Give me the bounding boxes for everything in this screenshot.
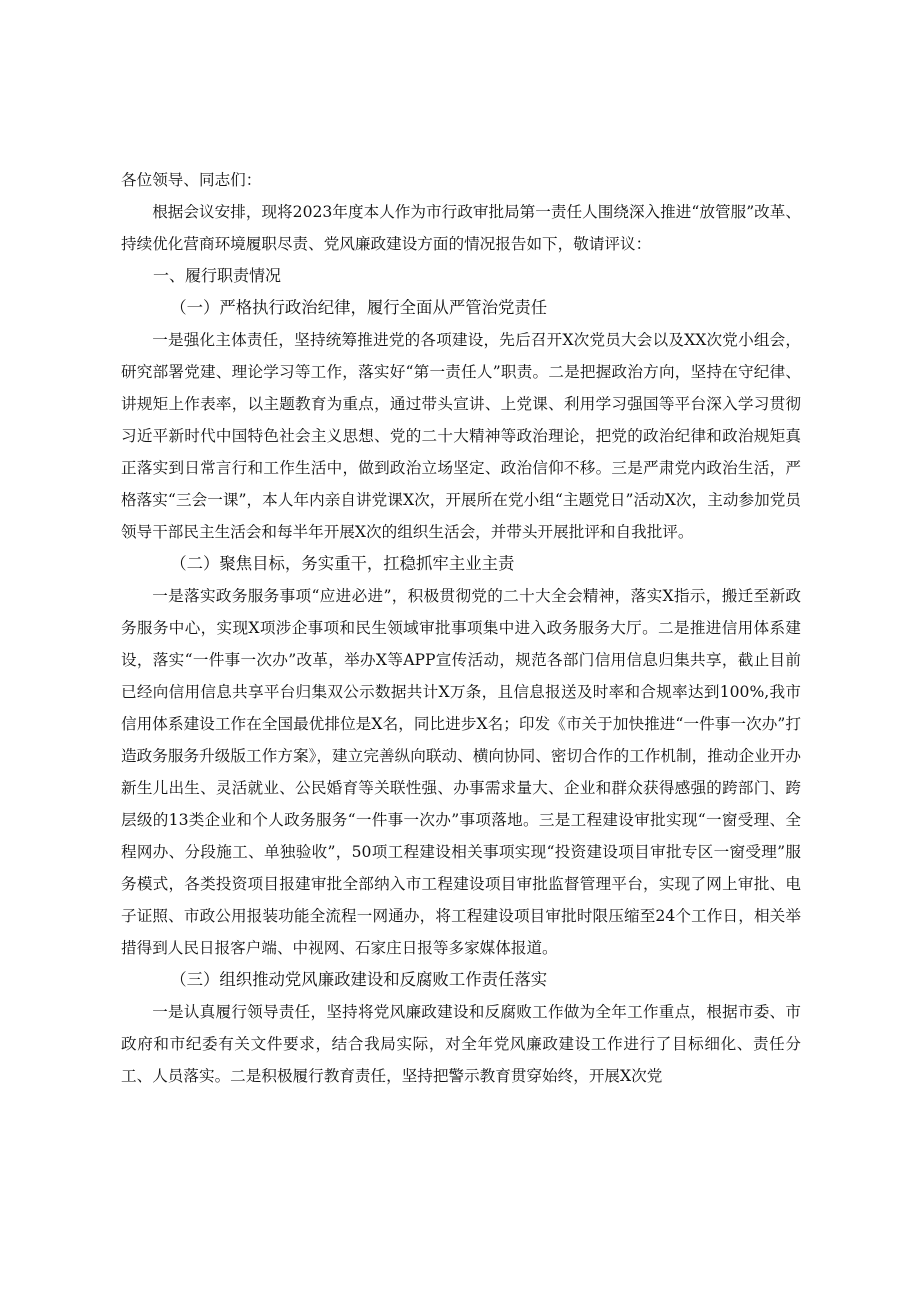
subsection-heading-2: （二）聚焦目标，务实重干，扛稳抓牢主业主责 bbox=[170, 554, 515, 573]
subsection-body-2: 一是落实政务服务事项“应进必进”，积极贯彻党的二十大全会精神，落实X指示，搬迁至新政务服务中心，实现X项涉企事项和民生领域审批事项集中进入政务服务大厅。二是推进信用体系建设，落实“一件事一次办”改革，举办X等APP宣传活动，规范各部门信用信息归集共享，截止目前已经向信用信息共享平台归集双公示数据共计X万条，且信息报送及时率和合规率达到100%,我市信用体系建设工作在全国最优排位是X名，同比进步X名；印发《市关于加快推进“一件事一次办”打造政务服务升级版工作方案》，建立完善纵向联动、横向协同、密切合作的工作机制，推动企业开办新生儿出生、灵活就业、公民婚育等关联性强、办事需求量大、企业和群众获得感强的跨部门、跨层级的13类企业和个人政务服务“一件事一次办”事项落地。三是工程建设审批实现“一窗受理、全程网办、分段施工、单独验收”，50项工程建设相关事项实现“投资建设项目审批专区一窗受理”服务模式，各类投资项目报建审批全部纳入市工程建设项目审批监督管理平台，实现了网上审批、电子证照、市政公用报装功能全流程一网通办，将工程建设项目审批时限压缩至24个工作日，相关举措得到人民日报客户端、中视网、石家庄日报等多家媒体报道。 bbox=[121, 587, 801, 957]
section-heading-1: 一、履行职责情况 bbox=[153, 266, 282, 285]
document-body bbox=[121, 164, 801, 1092]
greeting: 各位领导、同志们： bbox=[121, 171, 262, 189]
subsection-body-1: 一是强化主体责任，坚持统筹推进党的各项建设，先后召开X次党员大会以及XX次党小组会，研究部署党建、理论学习等工作，落实好“第一责任人”职责。二是把握政治方向，坚持在守纪律、讲规矩上作表率，以主题教育为重点，通过带头宣讲、上党课、利用学习强国等平台深入学习贯彻习近平新时代中国特色社会主义思想、党的二十大精神等政治理论，把党的政治纪律和政治规矩真正落实到日常言行和工作生活中，做到政治立场坚定、政治信仰不移。三是严肃党内政治生活，严格落实“三会一课”，本人年内亲自讲党课X次，开展所在党小组“主题党日”活动X次，主动参加党员领导干部民主生活会和每半年开展X次的组织生活会，并带头开展批评和自我批评。 bbox=[121, 331, 801, 541]
intro-paragraph: 根据会议安排，现将2023年度本人作为市行政审批局第一责任人围绕深入推进“放管服”改革、持续优化营商环境履职尽责、党风廉政建设方面的情况报告如下，敬请评议： bbox=[121, 203, 801, 253]
subsection-body-3: 一是认真履行领导责任，坚持将党风廉政建设和反腐败工作做为全年工作重点，根据市委、市政府和市纪委有关文件要求，结合我局实际，对全年党风廉政建设工作进行了目标细化、责任分工、人员落实。二是积极履行教育责任，坚持把警示教育贯穿始终，开展X次党 bbox=[121, 1003, 801, 1085]
subsection-heading-3: （三）组织推动党风廉政建设和反腐败工作责任落实 bbox=[170, 970, 548, 989]
subsection-heading-1: （一）严格执行政治纪律，履行全面从严管治党责任 bbox=[170, 298, 548, 317]
